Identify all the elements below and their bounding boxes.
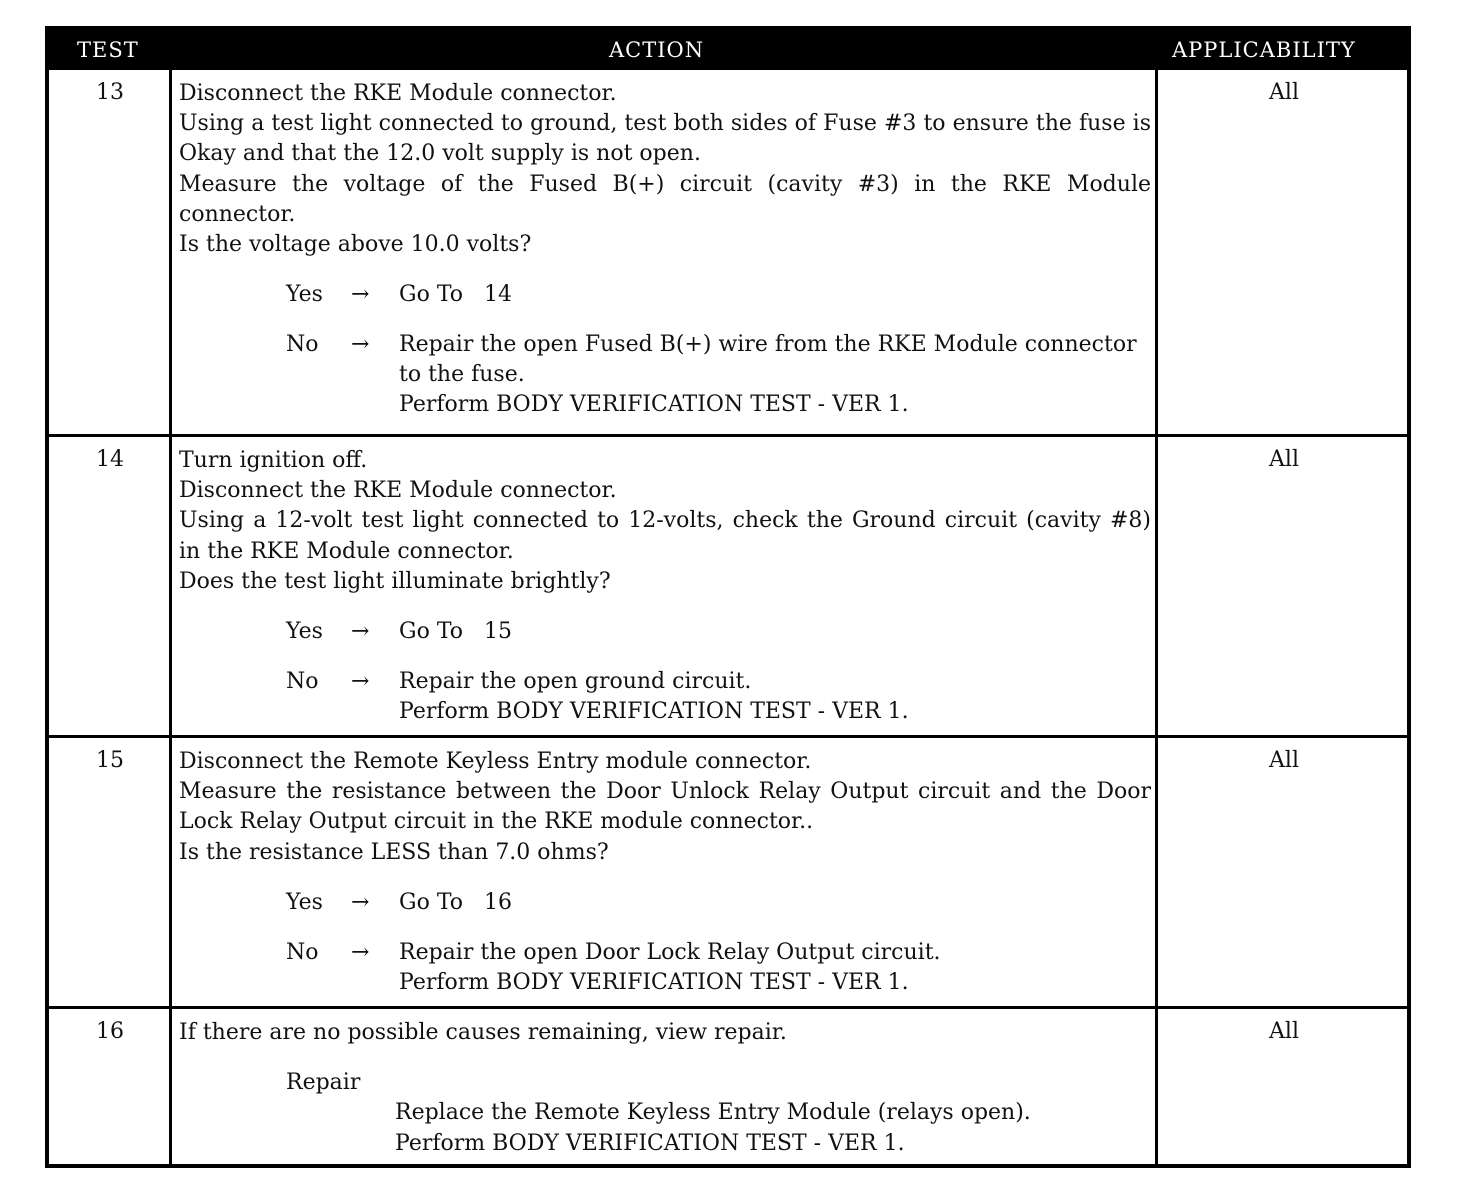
table-row-16 [49,1006,1407,1164]
no-text: Repair the open Fused B(+) wire from the RKE Module connector [399,332,1137,358]
action-line: Measure the resistance between the Door Unlock Relay Output circuit and the Door Lock Relay Output circuit in the RKE module connector.. [179,779,1151,835]
no-text: to the fuse. [399,362,525,388]
action-cell [179,747,1151,998]
action-line: Disconnect the RKE Module connector. [179,81,617,106]
repair-text: Replace the Remote Keyless Entry Module (relays open). [395,1100,1031,1126]
action-line: Using a test light connected to ground, test both sides of Fuse #3 to ensure the fuse is Okay and that the 12.0 volt supply is not open. [179,111,1151,167]
arrow-icon: → [351,332,370,358]
action-line: Using a 12-volt test light connected to 12-volts, check the Ground circuit (cavity #8) in the RKE Module connector. [179,508,1151,564]
action-line: Disconnect the Remote Keyless Entry module connector. [179,749,812,774]
table-header [49,30,1407,70]
applicability-cell: All [1269,748,1299,773]
yes-response [179,280,1151,310]
arrow-icon: → [351,669,370,695]
test-number: 15 [96,748,124,773]
no-text: Perform BODY VERIFICATION TEST - VER 1. [399,699,909,725]
yes-goto: Go To 14 [399,282,512,308]
applicability-cell: All [1269,1019,1299,1044]
action-line: Turn ignition off. [179,448,368,473]
test-number: 16 [96,1019,124,1044]
action-line: Disconnect the RKE Module connector. [179,478,617,504]
arrow-icon: → [351,939,370,965]
yes-label: Yes [286,889,323,915]
action-line: Does the test light illuminate brightly? [179,568,611,594]
yes-goto: Go To 16 [399,889,512,915]
no-response [179,938,1151,998]
table-row-15 [49,735,1407,1006]
no-label: No [286,669,319,695]
no-text: Perform BODY VERIFICATION TEST - VER 1. [399,392,909,418]
action-cell [179,446,1151,727]
repair-text: Perform BODY VERIFICATION TEST - VER 1. [395,1130,905,1156]
action-cell [179,1018,1151,1159]
action-line: Is the voltage above 10.0 volts? [179,232,532,258]
action-line: Is the resistance LESS than 7.0 ohms? [179,839,609,865]
header-applicability: APPLICABILITY [1172,38,1356,62]
arrow-icon: → [351,619,370,645]
column-divider [169,70,172,1164]
no-text: Repair the open Door Lock Relay Output circuit. [399,939,941,965]
action-line: If there are no possible causes remaining, view repair. [179,1020,787,1045]
header-action: ACTION [609,38,705,62]
yes-goto: Go To 15 [399,619,512,645]
diagnostic-table [45,26,1411,1168]
no-response [179,667,1151,727]
column-divider [1155,70,1158,1164]
test-number: 13 [96,80,124,105]
yes-label: Yes [286,619,323,645]
applicability-cell: All [1269,80,1299,105]
no-label: No [286,332,319,358]
yes-response [179,888,1151,918]
applicability-cell: All [1269,447,1299,472]
arrow-icon: → [351,889,370,915]
no-response [179,330,1151,420]
no-label: No [286,939,319,965]
no-text: Perform BODY VERIFICATION TEST - VER 1. [399,969,909,995]
action-line: Measure the voltage of the Fused B(+) circuit (cavity #3) in the RKE Module connector. [179,171,1151,227]
yes-label: Yes [286,282,323,308]
no-text: Repair the open ground circuit. [399,669,752,695]
repair-label: Repair [286,1070,361,1096]
arrow-icon: → [351,282,370,308]
header-test: TEST [77,38,139,62]
test-number: 14 [96,447,124,472]
table-row-13 [49,70,1407,434]
action-cell [179,79,1151,420]
yes-response [179,617,1151,647]
table-row-14 [49,434,1407,735]
